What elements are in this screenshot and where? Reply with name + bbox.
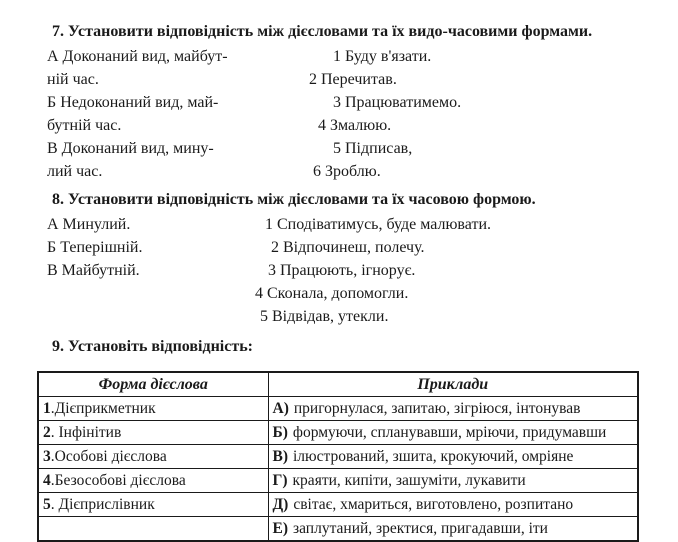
question-8-title: 8. Установити відповідність між дієсловами та їх часовою формою. [52,191,536,208]
row-number: 1 [43,400,51,417]
q8-left-item: Б Теперішній. [47,239,143,256]
q8-left-item: А Минулий. [47,216,131,233]
examples-cell [268,469,638,493]
question-8-matching-list [0,213,678,328]
q8-left-item [47,305,255,328]
table-header-row [38,372,638,397]
q7-left-item: лий час. [47,163,103,180]
q9-table [37,371,639,542]
q7-right-item: 3 Працюватимемо. [333,94,462,111]
q8-right-item: 2 Відпочинеш, полечу. [271,239,425,256]
q8-left-item [47,282,255,305]
match-row [47,114,678,137]
match-row [47,305,678,328]
q8-right-item: 5 Відвідав, утекли. [260,308,389,325]
form-cell [38,445,268,469]
form-cell [38,421,268,445]
option-letter: Б) [272,424,288,441]
row-number: 4 [43,472,51,489]
option-letter: В) [272,448,288,465]
form-cell [38,517,268,542]
question-8 [0,188,678,328]
match-row [47,137,678,160]
examples-cell [268,445,638,469]
q7-left-item: ній час. [47,71,99,88]
q7-right-item: 6 Зроблю. [313,163,381,180]
examples-cell [268,493,638,517]
match-row [47,160,678,183]
examples-text: світає, хмариться, виготовлено, розпитано [293,496,574,513]
q8-right-item: 1 Сподіватимусь, буде малювати. [265,216,492,233]
q7-right-item: 2 Перечитав. [309,71,397,88]
match-row [47,236,678,259]
q7-left-item: Б Недоконаний вид, май- [47,94,219,111]
examples-cell [268,517,638,542]
table-row [38,493,638,517]
option-letter: А) [272,400,289,417]
q8-right-item: 3 Працюють, ігнорує. [268,262,416,279]
q7-right-item: 5 Підписав, [333,140,413,157]
q7-right-item: 1 Буду в'язати. [333,48,432,65]
q7-right-item: 4 Змалюю. [318,117,392,134]
match-row [47,213,678,236]
table-row [38,517,638,542]
match-row [47,259,678,282]
form-cell [38,397,268,421]
examples-text: ілюстрований, зшита, крокуючий, омріяне [293,448,574,465]
match-row [47,91,678,114]
examples-text: краяти, кипіти, зашуміти, лукавити [292,472,526,489]
q8-right-item: 4 Сконала, допомогли. [255,285,409,302]
table-row [38,469,638,493]
form-cell [38,469,268,493]
form-cell [38,493,268,517]
table-row [38,397,638,421]
question-7-title: 7. Установити відповідність між дієсловами та їх видо-часовими формами. [52,23,593,40]
examples-text: формуючи, спланувавши, мріючи, придумавши [292,424,607,441]
match-row [47,45,678,68]
form-label: .Безособові дієслова [50,472,186,489]
option-letter: Е) [272,520,288,537]
question-9 [0,335,678,542]
q7-left-item: А Доконаний вид, майбут- [47,48,228,65]
form-label: .Дієприкметник [50,400,156,417]
q7-left-item: бутній час. [47,117,122,134]
question-7 [0,0,678,183]
q7-left-item: В Доконаний вид, мину- [47,140,214,157]
table-row [38,445,638,469]
row-number: 3 [43,448,51,465]
form-label: .Особові дієслова [50,448,167,465]
match-row [47,282,678,305]
column-header-examples: Приклади [268,372,638,397]
examples-cell [268,421,638,445]
examples-text: пригорнулася, запитаю, зігріюся, інтонував [293,400,581,417]
examples-cell [268,397,638,421]
option-letter: Д) [272,496,289,513]
question-9-title: 9. Установіть відповідність: [52,338,253,355]
option-letter: Г) [272,472,288,489]
examples-text: заплутаний, зректися, пригадавши, іти [293,520,548,537]
question-7-matching-list [0,45,678,183]
form-label: . Інфінітив [50,424,122,441]
form-label: . Дієприслівник [50,496,155,513]
q8-left-item: В Майбутній. [47,262,140,279]
column-header-form: Форма дієслова [38,372,268,397]
row-number: 5 [43,496,51,513]
match-row [47,68,678,91]
table-row [38,421,638,445]
row-number: 2 [43,424,51,441]
